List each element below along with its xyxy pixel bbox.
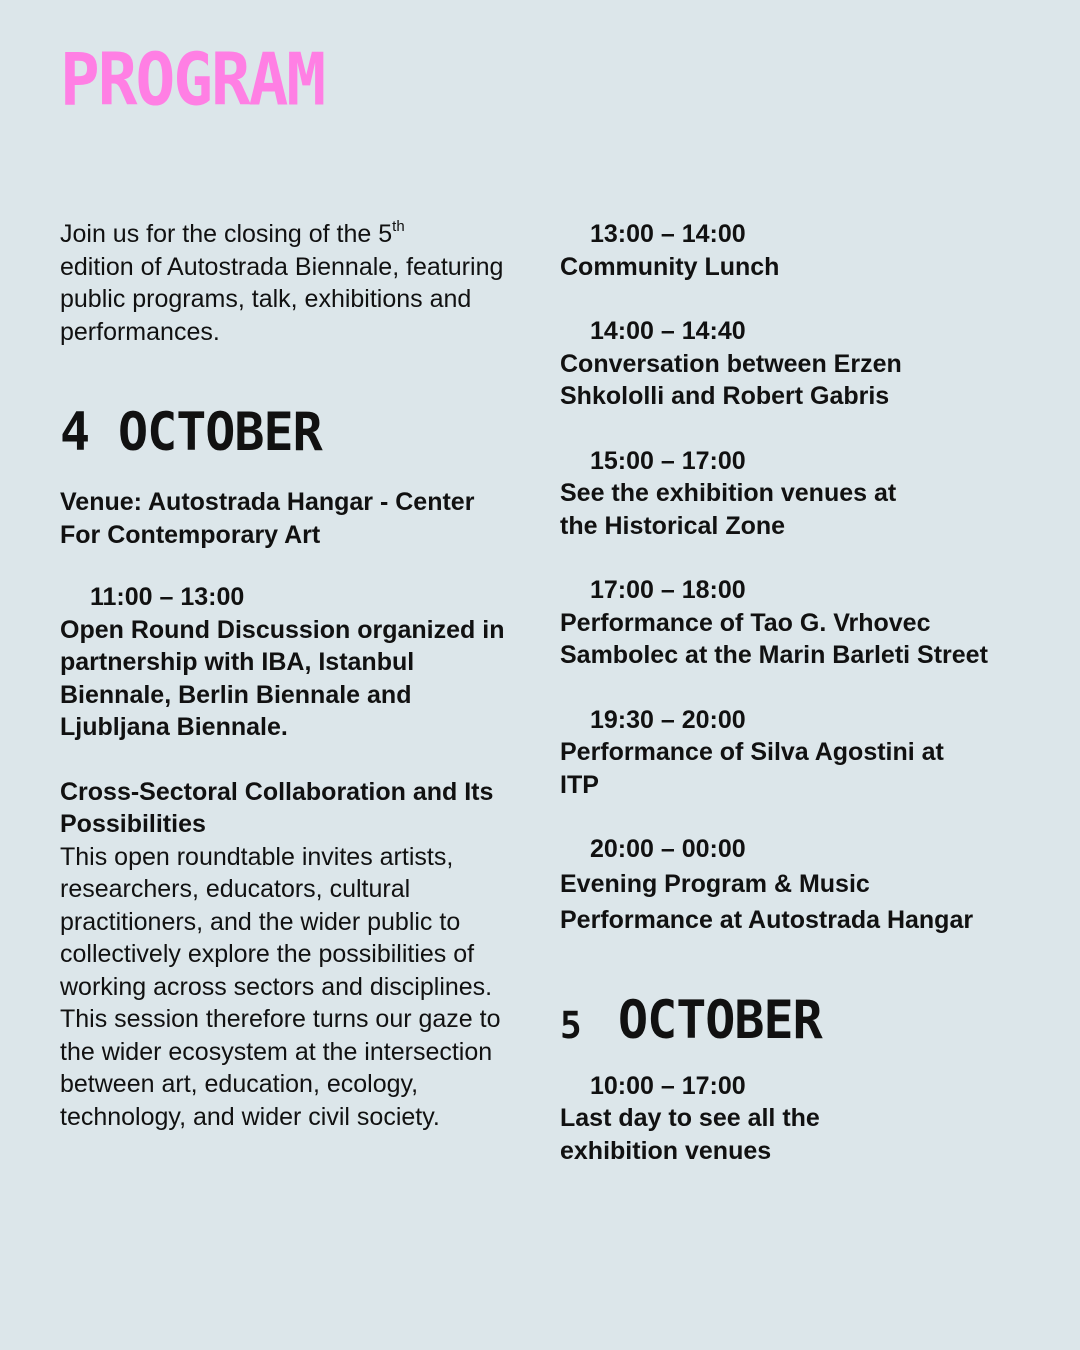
event-time: 14:00 – 14:40	[590, 317, 746, 345]
discussion-block	[60, 776, 510, 1134]
left-column	[60, 218, 510, 1133]
event-time: 10:00 – 17:00	[590, 1071, 746, 1100]
event-title: Conversation between Erzen Shkololli and Robert Gabris	[560, 349, 902, 410]
event-time: 17:00 – 18:00	[590, 576, 746, 604]
event-item	[560, 315, 1030, 413]
event-title: Open Round Discussion organized in partnership with IBA, Istanbul Biennale, Berlin Biennale and Ljubljana Biennale.	[60, 615, 505, 741]
event-time: 15:00 – 17:00	[590, 446, 746, 475]
event-title: Last day to see all the exhibition venues	[560, 1104, 820, 1165]
event-item	[560, 704, 1030, 802]
day-number: 5	[560, 1004, 581, 1048]
event-title: Performance of Tao G. Vrhovec Sambolec at the Marin Barleti Street	[560, 608, 988, 669]
intro-rest: edition of Autostrada Biennale, featuring public programs, talk, exhibitions and performances.	[60, 252, 504, 346]
event-title: Performance of Silva Agostini at ITP	[560, 738, 944, 799]
day-heading-4-october	[60, 401, 510, 463]
event-item	[560, 574, 1030, 672]
day-month: OCTOBER	[118, 401, 322, 463]
event-item	[560, 445, 1030, 543]
day-heading-5-october	[560, 989, 1030, 1051]
event-title: See the exhibition venues at the Historical Zone	[560, 479, 897, 540]
discussion-title: Cross-Sectoral Collaboration and Its Possibilities	[60, 777, 494, 838]
venue: Venue: Autostrada Hangar - Center For Contemporary Art	[60, 488, 475, 549]
intro-line1: Join us for the closing of the 5	[60, 220, 393, 248]
event-time: 20:00 – 00:00	[590, 835, 746, 863]
right-column	[560, 218, 1030, 1167]
intro-text	[60, 218, 510, 348]
event-time: 11:00 – 13:00	[90, 583, 245, 611]
event-time: 13:00 – 14:00	[590, 220, 746, 248]
day-month: OCTOBER	[618, 989, 822, 1051]
page-title: PROGRAM	[60, 37, 325, 123]
event-item	[60, 581, 510, 744]
intro-ordinal: th	[392, 218, 405, 235]
event-item	[560, 1070, 1030, 1168]
event-item	[560, 218, 1030, 283]
discussion-description: This open roundtable invites artists, researchers, educators, cultural practitioners, and the wider public to collectively explore the possibilities of working across sectors and disciplines. This session therefore turns our gaze to the wider ecosystem at the intersection between art, education, ecology, technology, and wider civil society.	[60, 842, 501, 1131]
event-title: Evening Program & Music Performance at Autostrada Hangar	[560, 869, 974, 934]
day-number: 4	[60, 401, 90, 463]
event-title: Community Lunch	[560, 252, 780, 281]
event-time: 19:30 – 20:00	[590, 705, 746, 734]
event-item	[560, 833, 1030, 938]
